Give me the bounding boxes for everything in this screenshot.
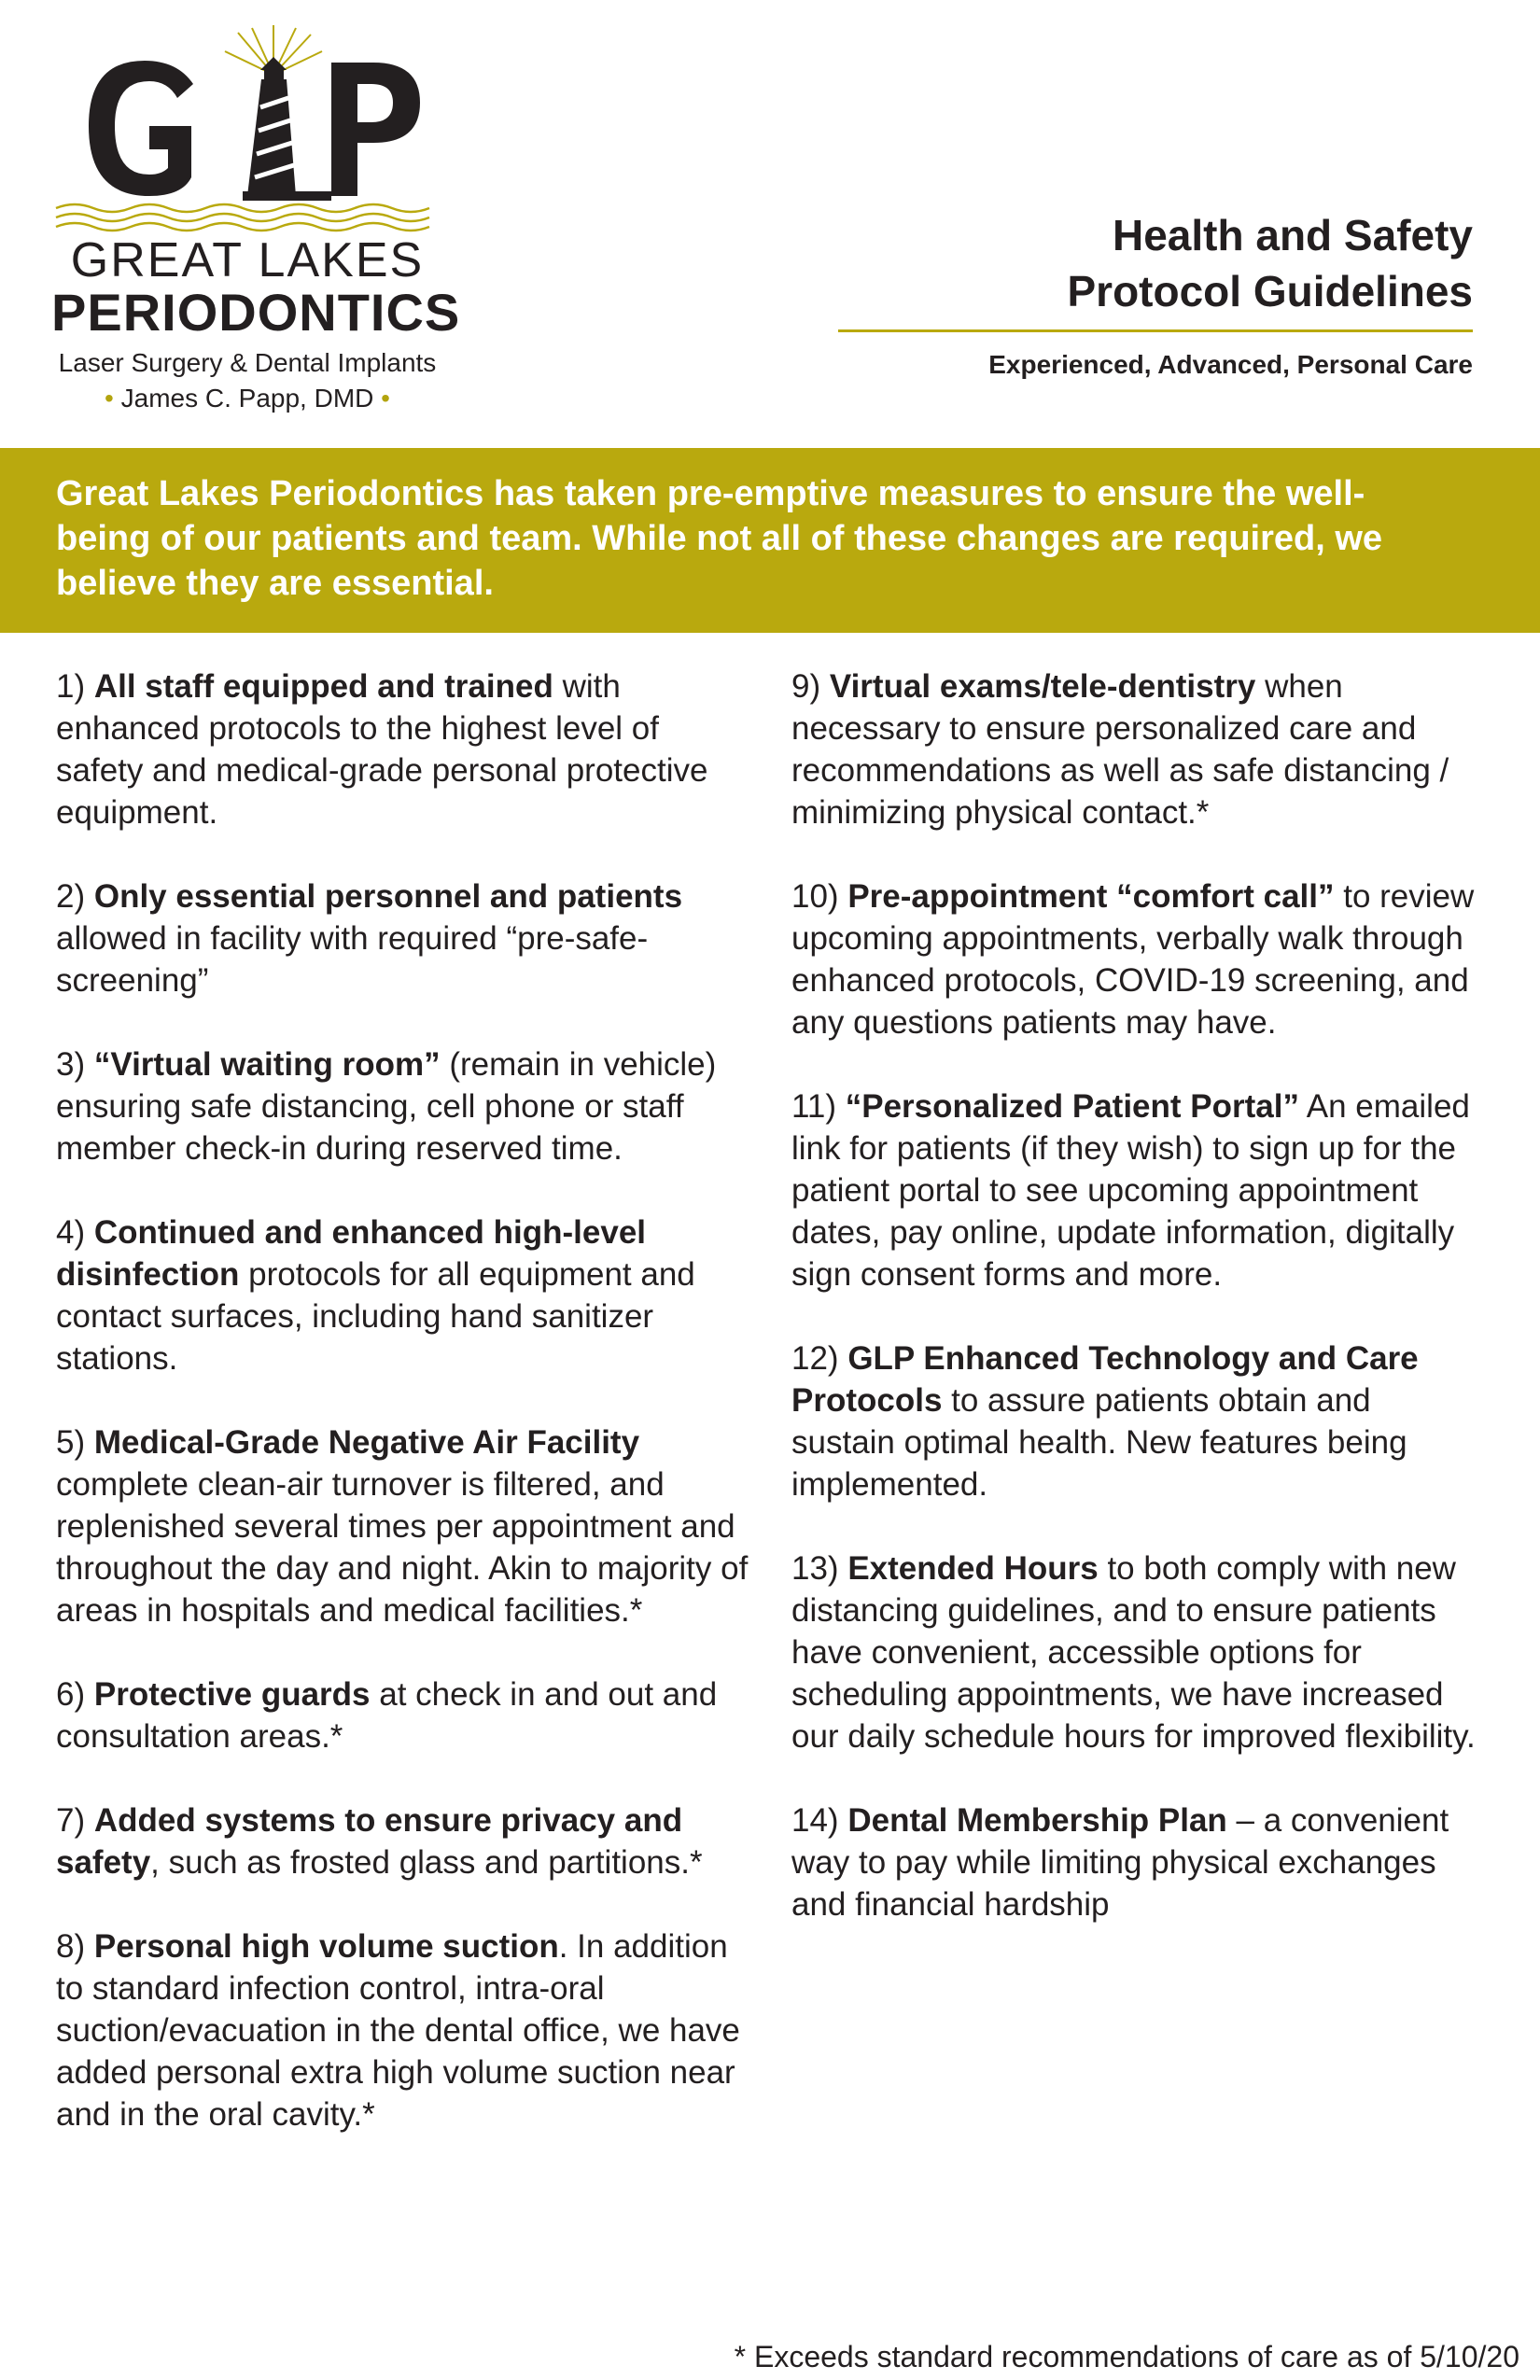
item-number: 3) (56, 1046, 86, 1083)
letter-g (89, 61, 193, 196)
item-number: 1) (56, 668, 86, 705)
protocol-item-1 (56, 665, 751, 833)
item-heading: Dental Membership Plan (847, 1802, 1227, 1839)
protocol-item-7 (56, 1799, 751, 1883)
brand-name-line1: GREAT LAKES (70, 233, 425, 287)
item-number: 13) (791, 1550, 839, 1587)
footnote: * Exceeds standard recommendations of care as of 5/10/20 (734, 2340, 1519, 2373)
item-number: 14) (791, 1802, 839, 1839)
item-heading: GLP Enhanced Technology and Care Protocols (791, 1340, 1419, 1419)
item-number: 12) (791, 1340, 839, 1377)
item-heading: Virtual exams/tele-dentistry (829, 668, 1256, 705)
item-text: when necessary to ensure personalized care and recommendations as well as safe distancing / minimizing physical contact.* (791, 668, 1449, 831)
item-heading: Personal high volume suction (93, 1928, 559, 1965)
item-text: allowed in facility with required “pre-safe-screening” (56, 920, 649, 999)
title-line2: Protocol Guidelines (1067, 267, 1473, 315)
item-text: – a convenient way to pay while limiting physical exchanges and financial hardship (791, 1802, 1449, 1923)
intro-banner (0, 448, 1540, 633)
protocol-item-9 (791, 665, 1482, 833)
bullet-icon: • (381, 384, 390, 413)
item-number: 11) (791, 1088, 836, 1125)
item-text: complete clean-air turnover is filtered, and replenished several times per appointment and throughout the day and night. Akin to majority of areas in hospitals and medical facilities.* (56, 1466, 749, 1629)
item-number: 4) (56, 1214, 86, 1251)
letter-p (331, 63, 420, 196)
glp-logo-graphic (51, 23, 443, 233)
brand-doctor (51, 385, 443, 412)
protocol-item-11 (791, 1085, 1482, 1295)
protocol-item-8 (56, 1925, 751, 2135)
item-number: 6) (56, 1676, 86, 1713)
item-heading: Added systems to ensure privacy and safety (56, 1802, 683, 1881)
item-text: with enhanced protocols to the highest level of safety and medical-grade personal protective equipment. (56, 668, 708, 831)
item-heading: All staff equipped and trained (93, 668, 553, 705)
item-number: 9) (791, 668, 821, 705)
item-number: 5) (56, 1424, 86, 1461)
item-number: 8) (56, 1928, 86, 1965)
item-text: protocols for all equipment and contact surfaces, including hand sanitizer stations. (56, 1256, 695, 1377)
item-number: 2) (56, 878, 86, 915)
protocol-item-3 (56, 1043, 751, 1169)
protocol-item-5 (56, 1421, 751, 1631)
item-text: An emailed link for patients (if they wish) to sign up for the patient portal to see upcoming appointment dates, pay online, update information, digitally sign consent forms and more. (791, 1088, 1470, 1293)
protocol-item-14 (791, 1799, 1482, 1925)
title-line1: Health and Safety (1113, 211, 1473, 259)
item-text: . In addition to standard infection control, intra-oral suction/evacuation in the dental office, we have added personal extra high volume suction near and in the oral cavity.* (56, 1928, 740, 2133)
intro-text: Great Lakes Periodontics has taken pre-emptive measures to ensure the well-being of our patients and team. While not all of these changes are required, we believe they are essential. (56, 474, 1383, 603)
protocol-list-left (56, 665, 751, 2177)
item-text: , such as frosted glass and partitions.* (150, 1844, 703, 1881)
protocol-list-right (791, 665, 1482, 1967)
protocol-item-6 (56, 1673, 751, 1757)
item-heading: Medical-Grade Negative Air Facility (93, 1424, 640, 1461)
item-number: 7) (56, 1802, 86, 1839)
item-heading: Extended Hours (847, 1550, 1099, 1587)
protocol-item-10 (791, 875, 1482, 1043)
title-divider (838, 329, 1473, 332)
item-heading: Continued and enhanced high-level disinfection (56, 1214, 647, 1293)
waves-graphic (56, 204, 429, 231)
brand-name-line2: PERIODONTICS (51, 283, 461, 342)
protocol-item-12 (791, 1337, 1482, 1505)
item-heading: “Virtual waiting room” (93, 1046, 441, 1083)
protocol-item-13 (791, 1547, 1482, 1757)
header-tagline: Experienced, Advanced, Personal Care (988, 350, 1473, 379)
item-text: to assure patients obtain and sustain optimal health. New features being implemented. (791, 1382, 1407, 1503)
item-text: to review upcoming appointments, verbally walk through enhanced protocols, COVID-19 screening, and any questions patients may have. (791, 878, 1475, 1041)
protocol-item-4 (56, 1211, 751, 1379)
brand-tagline: Laser Surgery & Dental Implants (58, 348, 437, 377)
item-text: at check in and out and consultation areas.* (56, 1676, 718, 1755)
document-title (1067, 207, 1473, 319)
doctor-name: James C. Papp, DMD (120, 384, 374, 413)
item-text: (remain in vehicle) ensuring safe distancing, cell phone or staff member check-in during reserved time. (56, 1046, 717, 1167)
bullet-icon: • (105, 384, 114, 413)
item-heading: Only essential personnel and patients (93, 878, 683, 915)
protocol-item-2 (56, 875, 751, 1001)
logo (51, 23, 461, 415)
item-heading: Protective guards (93, 1676, 371, 1713)
item-heading: “Personalized Patient Portal” (845, 1088, 1299, 1125)
item-text: to both comply with new distancing guidelines, and to ensure patients have convenient, accessible options for scheduling appointments, we have increased our daily schedule hours for improved flexibility. (791, 1550, 1476, 1755)
item-number: 10) (791, 878, 839, 915)
item-heading: Pre-appointment “comfort call” (847, 878, 1335, 915)
lighthouse-icon (243, 57, 331, 201)
